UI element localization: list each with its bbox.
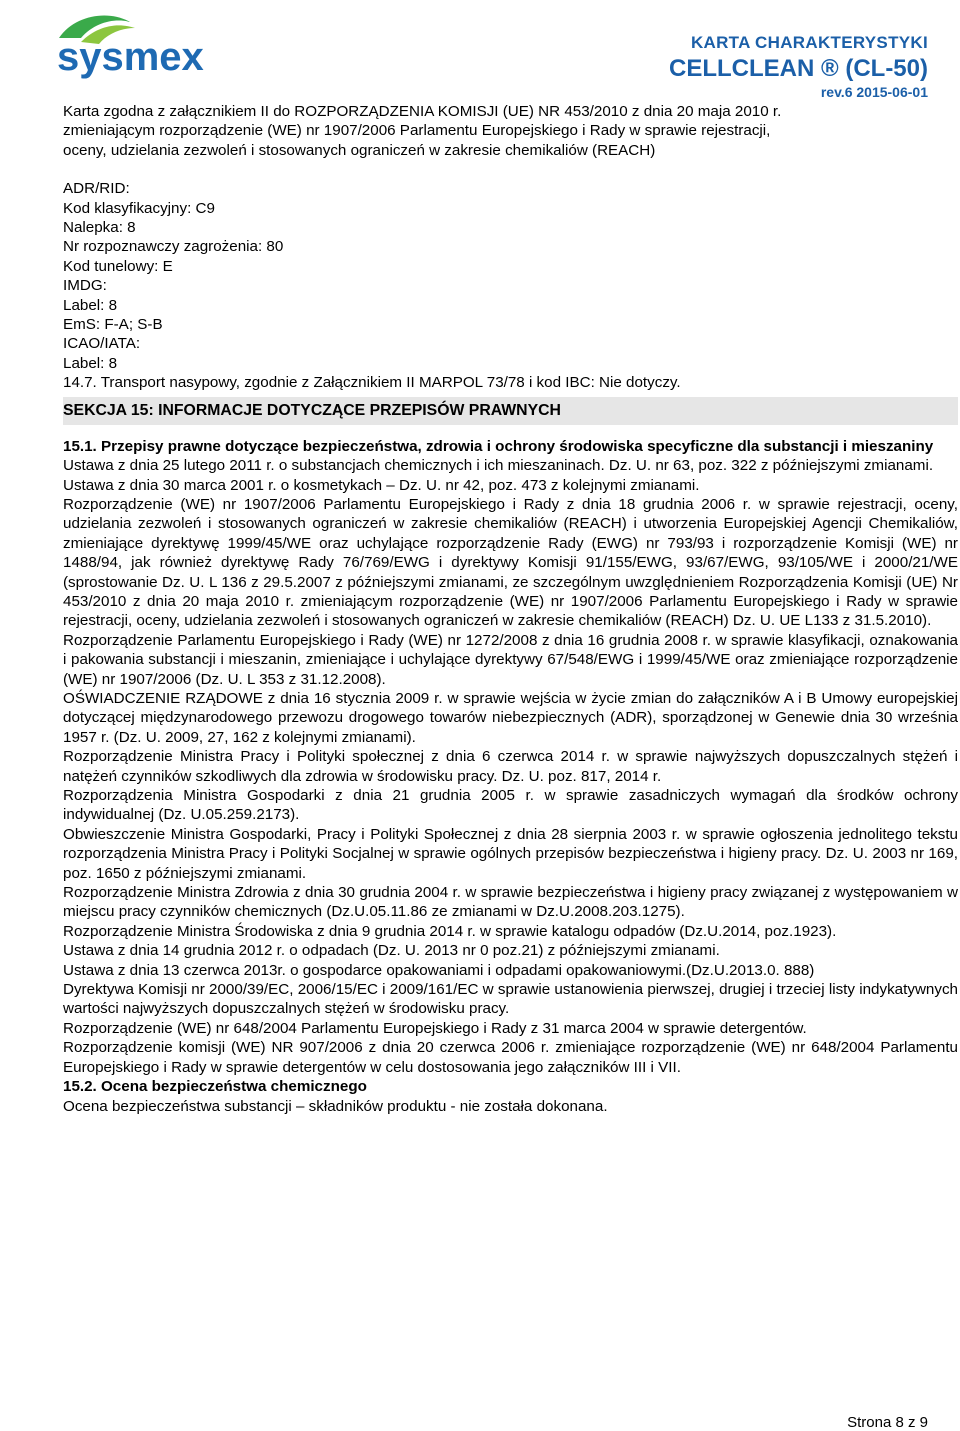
- transport-line: Nalepka: 8: [63, 219, 136, 237]
- regulation-paragraph: Rozporządzenie Ministra Środowiska z dnia 9 grudnia 2014 r. w sprawie katalogu odpadów (Dz.U.2014, poz.1923).: [63, 922, 837, 940]
- transport-line: 14.7. Transport nasypowy, zgodnie z Załącznikiem II MARPOL 73/78 i kod IBC: Nie dotyczy.: [63, 374, 681, 392]
- regulation-paragraph: Ustawa z dnia 13 czerwca 2013r. o gospodarce opakowaniami i odpadami opakowaniowymi.(Dz.U.2013.0. 888): [63, 961, 815, 979]
- intro-line: oceny, udzielania zezwoleń i stosowanych ograniczeń w zakresie chemikaliów (REACH): [63, 141, 656, 159]
- transport-line: Kod klasyfikacyjny: C9: [63, 199, 215, 217]
- transport-line: Nr rozpoznawczy zagrożenia: 80: [63, 238, 284, 256]
- regulation-paragraph: Rozporządzenie Ministra Zdrowia z dnia 30 grudnia 2004 r. w sprawie bezpieczeństwa i higieny pracy związanej z występowaniem w miejscu pracy czynników chemicznych (Dz.U.05.11.86 ze zmianami w Dz.U.2008.203.1275).: [63, 884, 958, 921]
- section-15-heading: SEKCJA 15: INFORMACJE DOTYCZĄCE PRZEPISÓW PRAWNYCH: [63, 397, 958, 425]
- regulation-paragraph: Rozporządzenie Ministra Pracy i Polityki społecznej z dnia 6 czerwca 2014 r. w sprawie najwyższych dopuszczalnych stężeń i natężeń czynników szkodliwych dla zdrowia w środowisku pracy. Dz. U. poz. 817, 2014 r.: [63, 748, 958, 785]
- page-number: Strona 8 z 9: [847, 1414, 928, 1431]
- regulation-paragraph: Rozporządzenia Ministra Gospodarki z dnia 21 grudnia 2005 r. w sprawie zasadniczych wymagań dla środków ochrony indywidualnej (Dz. U.05.259.2173).: [63, 787, 958, 824]
- page-header: [0, 0, 960, 106]
- regulation-paragraph: Dyrektywa Komisji nr 2000/39/EC, 2006/15/EC i 2009/161/EC w sprawie ustanowienia pierwszej, drugiej i trzeciej listy indykatywnych wartości najwyższych dopuszczalnych stężeń w środowisku pracy.: [63, 981, 958, 1018]
- regulation-paragraph: Ustawa z dnia 30 marca 2001 r. o kosmetykach – Dz. U. nr 42, poz. 473 z kolejnymi zmianami.: [63, 476, 700, 494]
- revision: rev.6 2015-06-01: [820, 84, 928, 100]
- intro-line: Karta zgodna z załącznikiem II do ROZPORZĄDZENIA KOMISJI (UE) NR 453/2010 z dnia 20 maja 2010 r.: [63, 103, 782, 120]
- sysmex-logo: [55, 4, 255, 84]
- regulation-paragraph: Ustawa z dnia 14 grudnia 2012 r. o odpadach (Dz. U. 2013 nr 0 poz.21) z późniejszymi zmianami.: [63, 942, 720, 960]
- regulation-paragraph: Rozporządzenie (WE) nr 1907/2006 Parlamentu Europejskiego i Rady z dnia 18 grudnia 2006 r. w sprawie rejestracji, oceny, udzielania zezwoleń i stosowanych ograniczeń w zakresie chemikaliów (REACH) i utworzenia Europejskiej Agencji Chemikaliów, zmieniające dyrektywę 1999/45/WE oraz uchylające rozporządzenie Rady (EWG) nr 793/93 i rozporządzenie Komisji (WE) nr 1488/94, jak również dyrektywę Rady 76/769/EWG i dyrektywy Komisji 91/155/EWG, 93/67/EWG, 93/105/WE i 2000/21/WE (sprostowanie Dz. U. L 136 z 29.5.2007 z późniejszymi zmianami, ze szczególnym uwzględnieniem Rozporządzenia Komisji (UE) Nr 453/2010 z dnia 20 maja 2010 r. zmieniającym rozporządzenie (WE) nr 1907/2006 Parlamentu Europejskiego i Rady w sprawie rejestracji, oceny, udzielania zezwoleń i stosowanych ograniczeń w zakresie chemikaliów (REACH) Dz. U. UE L133 z 31.5.2010).: [63, 495, 958, 630]
- transport-line: ICAO/IATA:: [63, 335, 141, 353]
- transport-line: ADR/RID:: [63, 180, 130, 198]
- regulation-paragraph: OŚWIADCZENIE RZĄDOWE z dnia 16 stycznia 2009 r. w sprawie wejścia w życie zmian do załączników A i B Umowy europejskiej dotyczącej międzynarodowego przewozu drogowego towarów niebezpiecznych (ADR), sporządzonej w Genewie dnia 30 września 1957 r. (Dz. U. 2009, 27, 162 z kolejnymi zmianami).: [63, 689, 958, 746]
- doc-type: KARTA CHARAKTERYSTYKI: [690, 33, 928, 52]
- transport-line: Label: 8: [63, 354, 118, 372]
- regulation-paragraph: Rozporządzenie Parlamentu Europejskiego i Rady (WE) nr 1272/2008 z dnia 16 grudnia 2008 r. w sprawie klasyfikacji, oznakowania i pakowania substancji i mieszanin, zmieniające i uchylające dyrektywy 67/548/EWG i 1999/45/WE oraz zmieniające rozporządzenie (WE) nr 1907/2006 (Dz. U. L 353 z 31.12.2008).: [63, 631, 958, 688]
- regulation-paragraph: Obwieszczenie Ministra Gospodarki, Pracy i Polityki Społecznej z dnia 28 sierpnia 2003 r. w sprawie ogłoszenia jednolitego tekstu rozporządzenia Ministra Pracy i Polityki Socjalnej w sprawie ogólnych przepisów bezpieczeństwa i higieny pracy. Dz. U. 2003 nr 169, poz. 1650 z późniejszymi zmianami.: [63, 825, 958, 882]
- transport-line: EmS: F-A; S-B: [63, 316, 163, 334]
- subsection-15-2-text: Ocena bezpieczeństwa substancji – składników produktu - nie została dokonana.: [63, 1097, 608, 1115]
- product-name: CELLCLEAN ® (CL-50): [668, 55, 928, 82]
- regulation-paragraph: Rozporządzenie komisji (WE) NR 907/2006 z dnia 20 czerwca 2006 r. zmieniające rozporządzenie (WE) nr 648/2004 Parlamentu Europejskiego i Rady w sprawie detergentów w celu dostosowania jego załączników III i VII.: [63, 1039, 958, 1076]
- regulation-paragraph: Ustawa z dnia 25 lutego 2011 r. o substancjach chemicznych i ich mieszaninach. Dz. U. nr 63, poz. 322 z późniejszymi zmianami.: [63, 457, 934, 475]
- regulation-paragraph: Rozporządzenie (WE) nr 648/2004 Parlamentu Europejskiego i Rady z 31 marca 2004 w sprawie detergentów.: [63, 1019, 807, 1037]
- transport-line: Label: 8: [63, 296, 118, 314]
- transport-line: IMDG:: [63, 277, 107, 295]
- header-titles: [669, 34, 928, 99]
- subsection-15-2-title: 15.2. Ocena bezpieczeństwa chemicznego: [63, 1078, 367, 1096]
- intro-line: zmieniającym rozporządzenie (WE) nr 1907/2006 Parlamentu Europejskiego i Rady w sprawie rejestracji,: [63, 122, 771, 140]
- subsection-15-1-title: 15.1. Przepisy prawne dotyczące bezpieczeństwa, zdrowia i ochrony środowiska specyficzne dla substancji i mieszaniny: [63, 437, 934, 455]
- svg-text:sysmex: sysmex: [57, 35, 204, 79]
- transport-line: Kod tunelowy: E: [63, 257, 173, 275]
- document-body: [63, 102, 958, 1116]
